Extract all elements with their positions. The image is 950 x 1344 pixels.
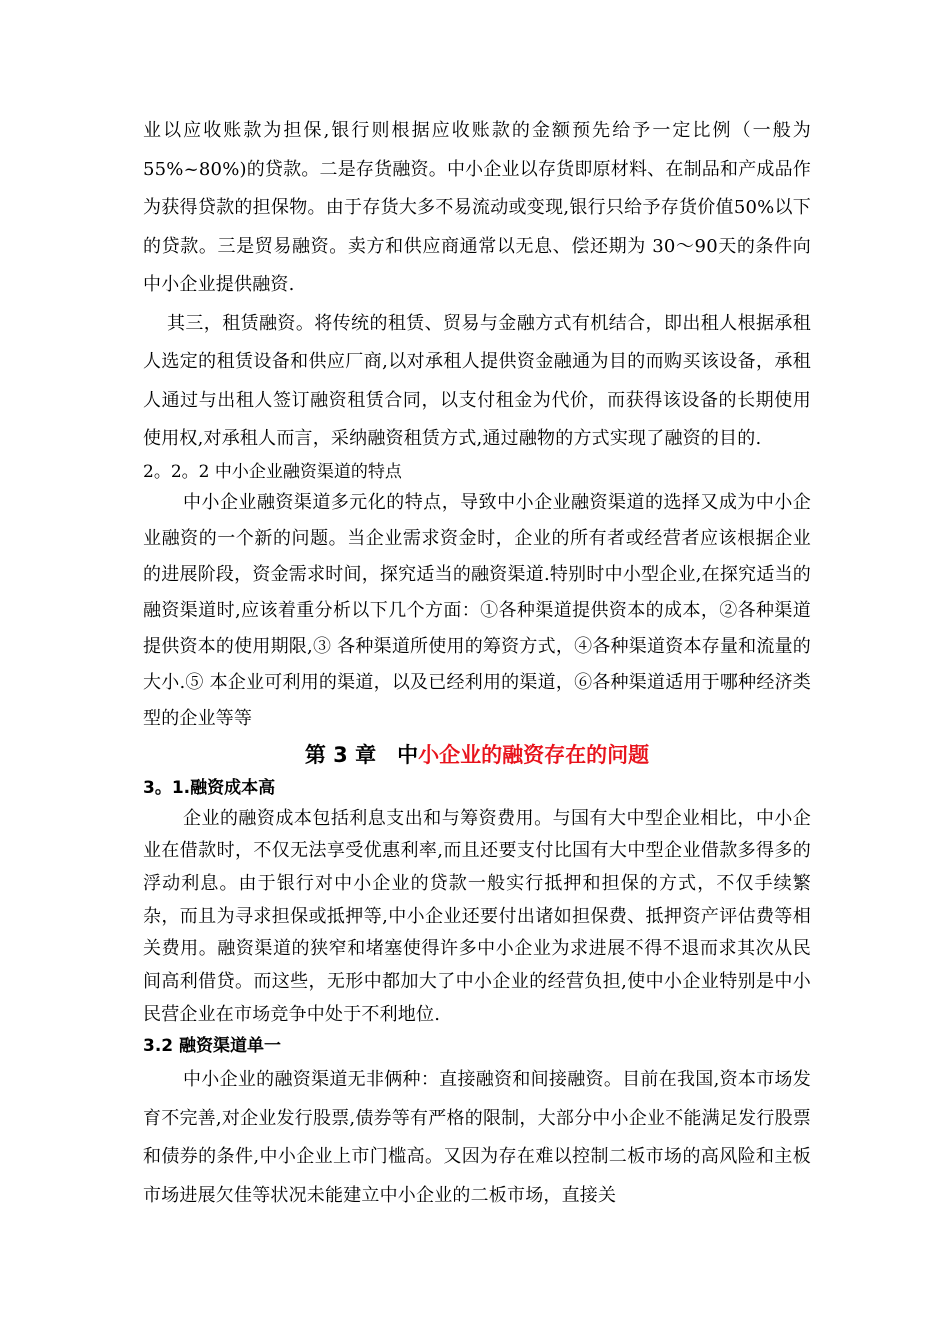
chapter-title-prefix: 第 3 章 中 xyxy=(304,742,419,767)
chapter-title-red: 小企业的融资存在的问题 xyxy=(418,742,650,767)
chapter-title xyxy=(143,737,811,773)
section-3-2-title: 3.2 融资渠道单一 xyxy=(143,1036,282,1057)
paragraph-financing-types: 业以应收账款为担保,银行则根据应收账款的金额预先给予一定比例（一般为55%~80%)的贷款。二是存货融资。中小企业以存货即原材料、在制品和产成品作为获得贷款的担保物。由于存货大多不易流动或变现,银行只给予存货价值50%以下的贷款。三是贸易融资。卖方和供应商通常以无息、偿还期为 30～90天的条件向中小企业提供融资. xyxy=(143,120,811,295)
heading-2-2-2: 2。2。2 中小企业融资渠道的特点 xyxy=(143,461,402,482)
document-page xyxy=(143,112,811,1215)
section-3-1-body: 企业的融资成本包括利息支出和与筹资费用。与国有大中型企业相比，中小企业在借款时，不仅无法享受优惠利率,而且还要支付比国有大中型企业借款多得多的浮动利息。由于银行对中小企业的贷款一般实行抵押和担保的方式，不仅手续繁杂，而且为寻求担保或抵押等,中小企业还要付出诸如担保费、抵押资产评估费等相关费用。融资渠道的狭窄和堵塞使得许多中小企业为求进展不得不退而求其次从民间高利借贷。而这些，无形中都加大了中小企业的经营负担,使中小企业特别是中小民营企业在市场竞争中处于不利地位. xyxy=(143,807,811,1025)
section-3-2-body: 中小企业的融资渠道无非俩种：直接融资和间接融资。目前在我国,资本市场发育不完善,对企业发行股票,债券等有严格的限制，大部分中小企业不能满足发行股票和债券的条件,中小企业上市门槛高。又因为存在难以控制二板市场的高风险和主板市场进展欠佳等状况未能建立中小企业的二板市场，直接关 xyxy=(143,1069,811,1206)
paragraph-channel-features: 中小企业融资渠道多元化的特点，导致中小企业融资渠道的选择又成为中小企业融资的一个新的问题。当企业需求资金时，企业的所有者或经营者应该根据企业的进展阶段，资金需求时间，探究适当的融资渠道.特别时中小型企业,在探究适当的融资渠道时,应该着重分析以下几个方面：①各种渠道提供资本的成本，②各种渠道提供资本的使用期限,③ 各种渠道所使用的筹资方式，④各种渠道资本存量和流量的大小.⑤ 本企业可利用的渠道，以及已经利用的渠道，⑥各种渠道适用于哪种经济类型的企业等等 xyxy=(143,491,811,729)
paragraph-leasing: 其三，租赁融资。将传统的租赁、贸易与金融方式有机结合，即出租人根据承租人选定的租赁设备和供应厂商,以对承租人提供资金融通为目的而购买该设备，承租人通过与出租人签订融资租赁合同，以支付租金为代价，而获得该设备的长期使用使用权,对承租人而言，采纳融资租赁方式,通过融物的方式实现了融资的目的. xyxy=(143,312,811,449)
section-3-1-title: 3。1.融资成本高 xyxy=(143,777,276,798)
